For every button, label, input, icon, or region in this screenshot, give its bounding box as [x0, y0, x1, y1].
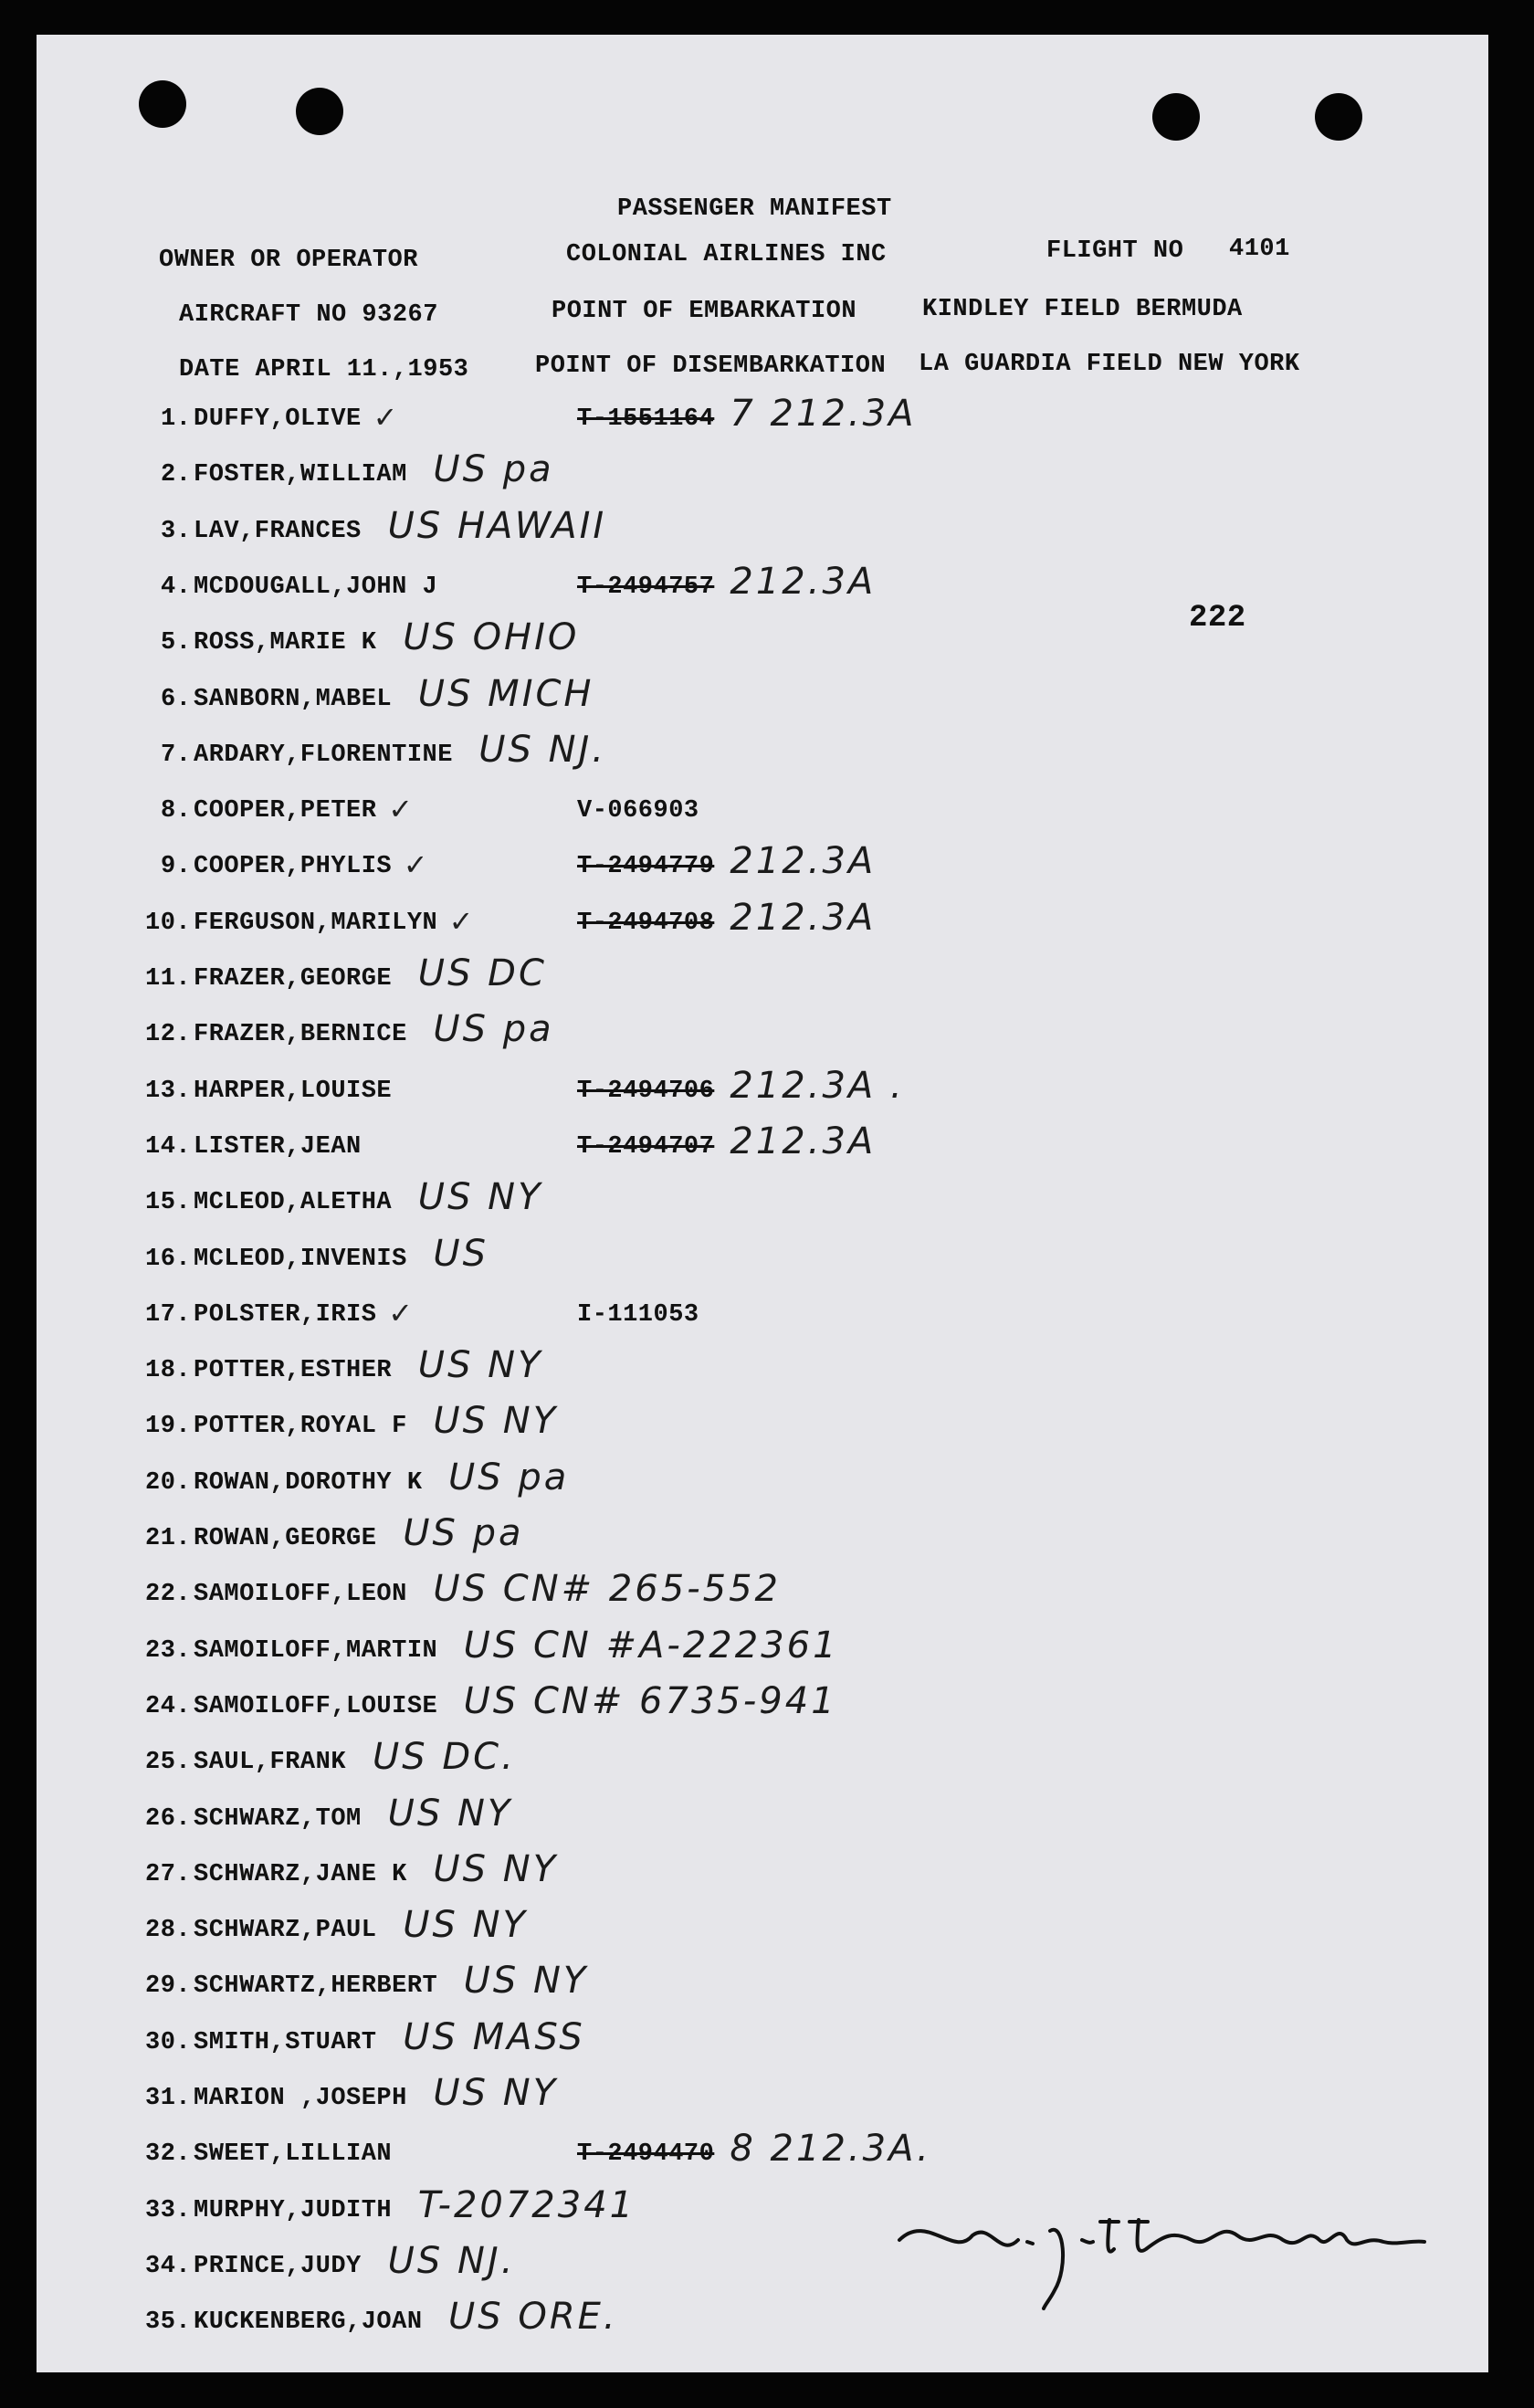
passenger-number: 26.: [145, 1804, 192, 1833]
passenger-name: COOPER,PHYLIS: [194, 853, 393, 881]
passenger-name: SMITH,STUART: [194, 2028, 377, 2056]
passenger-number: 35.: [145, 2308, 192, 2337]
check-mark-icon: ✓: [373, 400, 398, 435]
passenger-number: 13.: [145, 1077, 192, 1105]
owner-label: OWNER OR OPERATOR: [159, 247, 418, 274]
handwritten-note: US MASS: [403, 2015, 585, 2058]
passenger-number: 31.: [145, 2085, 192, 2112]
passenger-number: 24.: [145, 1692, 192, 1720]
embarkation-value: KINDLEY FIELD BERMUDA: [922, 296, 1243, 323]
passenger-number: 2.: [161, 461, 192, 489]
passenger-number: 25.: [145, 1749, 192, 1777]
handwritten-note: US pa: [433, 448, 554, 491]
passenger-name: SAMOILOFF,MARTIN: [194, 1636, 438, 1665]
manifest-date: DATE APRIL 11.,1953: [179, 356, 469, 384]
passenger-number: 18.: [145, 1357, 192, 1385]
passenger-number: 33.: [145, 2196, 192, 2224]
passenger-number: 22.: [145, 1581, 192, 1609]
passenger-number: 9.: [161, 853, 192, 881]
passenger-number: 7.: [161, 741, 192, 769]
ticket-number: T-2494757: [577, 573, 715, 601]
passenger-number: 1.: [161, 405, 192, 433]
passenger-name: SAUL,FRANK: [194, 1749, 347, 1777]
handwritten-note: US CN# 6735-941: [463, 1679, 837, 1722]
passenger-name: DUFFY,OLIVE: [194, 405, 362, 433]
passenger-name: LAV,FRANCES: [194, 517, 362, 545]
passenger-name: POTTER,ROYAL F: [194, 1413, 407, 1441]
ticket-number: T-2494470: [577, 2140, 715, 2169]
handwritten-note: US NY: [417, 1176, 543, 1219]
passenger-name: ROSS,MARIE K: [194, 629, 377, 657]
signature: [890, 2185, 1429, 2313]
ticket-number: V-066903: [577, 797, 699, 825]
passenger-number: 4.: [161, 573, 192, 601]
passenger-number: 17.: [145, 1300, 192, 1329]
handwritten-note: US NY: [433, 1400, 559, 1443]
passenger-name: KUCKENBERG,JOAN: [194, 2308, 423, 2337]
punch-hole: [139, 80, 186, 128]
punch-hole: [1315, 93, 1362, 141]
page-number: 222: [1189, 601, 1246, 636]
passenger-number: 16.: [145, 1245, 192, 1273]
handwritten-note: 212.3A: [730, 560, 877, 603]
passenger-number: 14.: [145, 1132, 192, 1161]
manifest-title: PASSENGER MANIFEST: [617, 195, 892, 223]
passenger-number: 15.: [145, 1189, 192, 1217]
passenger-name: FRAZER,GEORGE: [194, 965, 393, 993]
handwritten-note: US NY: [417, 1344, 543, 1387]
passenger-name: SANBORN,MABEL: [194, 685, 393, 713]
passenger-name: MCDOUGALL,JOHN J: [194, 573, 438, 601]
passenger-name: COOPER,PETER: [194, 797, 377, 825]
owner-value: COLONIAL AIRLINES INC: [566, 241, 887, 268]
handwritten-note: US OHIO: [403, 616, 580, 659]
disembarkation-value: LA GUARDIA FIELD NEW YORK: [919, 351, 1300, 378]
passenger-number: 21.: [145, 1525, 192, 1552]
passenger-number: 30.: [145, 2028, 192, 2056]
handwritten-note: 212.3A: [730, 1120, 877, 1162]
handwritten-note: US NY: [433, 2072, 559, 2114]
passenger-name: SAMOILOFF,LOUISE: [194, 1692, 438, 1720]
handwritten-note: US pa: [448, 1456, 570, 1498]
passenger-name: PRINCE,JUDY: [194, 2252, 362, 2280]
passenger-name: SWEET,LILLIAN: [194, 2140, 393, 2169]
handwritten-note: US NY: [463, 1960, 589, 2003]
punch-hole: [296, 88, 343, 135]
handwritten-note: US NY: [433, 1847, 559, 1890]
embarkation-label: POINT OF EMBARKATION: [552, 298, 857, 325]
punch-hole: [1152, 93, 1200, 141]
passenger-number: 20.: [145, 1468, 192, 1497]
handwritten-note: US: [433, 1232, 489, 1275]
handwritten-note: US DC.: [373, 1736, 516, 1779]
passenger-number: 19.: [145, 1413, 192, 1441]
passenger-name: LISTER,JEAN: [194, 1132, 362, 1161]
passenger-number: 12.: [145, 1021, 192, 1049]
passenger-name: HARPER,LOUISE: [194, 1077, 393, 1105]
handwritten-note: 212.3A: [730, 896, 877, 939]
handwritten-note: 7 212.3A: [730, 393, 917, 435]
handwritten-note: US NY: [387, 1792, 513, 1835]
handwritten-note: 212.3A: [730, 840, 877, 883]
check-mark-icon: ✓: [388, 1295, 413, 1330]
handwritten-note: US CN #A-222361: [463, 1624, 839, 1667]
passenger-name: SCHWARTZ,HERBERT: [194, 1972, 438, 2001]
check-mark-icon: ✓: [403, 847, 428, 883]
handwritten-note: T-2072341: [417, 2183, 636, 2226]
passenger-name: MCLEOD,INVENIS: [194, 1245, 407, 1273]
handwritten-note: US NJ.: [387, 2239, 516, 2282]
passenger-name: ROWAN,GEORGE: [194, 1525, 377, 1552]
passenger-name: MURPHY,JUDITH: [194, 2196, 393, 2224]
passenger-name: SCHWARZ,TOM: [194, 1804, 362, 1833]
handwritten-note: US HAWAII: [387, 504, 607, 547]
passenger-number: 10.: [145, 909, 192, 937]
passenger-name: POTTER,ESTHER: [194, 1357, 393, 1385]
passenger-number: 23.: [145, 1636, 192, 1665]
passenger-number: 6.: [161, 685, 192, 713]
handwritten-note: US NY: [403, 1904, 528, 1947]
passenger-name: FOSTER,WILLIAM: [194, 461, 407, 489]
passenger-name: SAMOILOFF,LEON: [194, 1581, 407, 1609]
disembarkation-label: POINT OF DISEMBARKATION: [535, 352, 887, 380]
flight-label: FLIGHT NO: [1046, 237, 1184, 265]
passenger-name: MARION ,JOSEPH: [194, 2085, 407, 2112]
passenger-number: 29.: [145, 1972, 192, 2001]
ticket-number: T-2494707: [577, 1132, 715, 1161]
passenger-name: POLSTER,IRIS: [194, 1300, 377, 1329]
ticket-number: T-1551164: [577, 405, 715, 433]
handwritten-note: 212.3A .: [730, 1064, 905, 1107]
passenger-number: 8.: [161, 797, 192, 825]
check-mark-icon: ✓: [388, 792, 413, 827]
passenger-name: ARDARY,FLORENTINE: [194, 741, 453, 769]
manifest-page: [37, 35, 1488, 2372]
ticket-number: I-111053: [577, 1300, 699, 1329]
passenger-number: 5.: [161, 629, 192, 657]
handwritten-note: US MICH: [417, 672, 594, 715]
handwritten-note: US ORE.: [448, 2296, 618, 2339]
passenger-number: 27.: [145, 1860, 192, 1888]
passenger-name: SCHWARZ,PAUL: [194, 1917, 377, 1945]
passenger-number: 28.: [145, 1917, 192, 1945]
handwritten-note: US pa: [433, 1008, 554, 1051]
passenger-name: ROWAN,DOROTHY K: [194, 1468, 423, 1497]
passenger-number: 11.: [145, 965, 192, 993]
passenger-number: 32.: [145, 2140, 192, 2169]
ticket-number: T-2494706: [577, 1077, 715, 1105]
ticket-number: T-2494779: [577, 853, 715, 881]
passenger-name: FRAZER,BERNICE: [194, 1021, 407, 1049]
passenger-name: FERGUSON,MARILYN: [194, 909, 438, 937]
aircraft-number: AIRCRAFT NO 93267: [179, 301, 438, 329]
passenger-name: MCLEOD,ALETHA: [194, 1189, 393, 1217]
handwritten-note: US NJ.: [478, 728, 607, 771]
passenger-number: 34.: [145, 2252, 192, 2280]
check-mark-icon: ✓: [448, 903, 474, 939]
ticket-number: T-2494708: [577, 909, 715, 937]
handwritten-note: US DC: [417, 952, 547, 994]
passenger-number: 3.: [161, 517, 192, 545]
flight-value: 4101: [1229, 236, 1290, 263]
handwritten-note: US CN# 265-552: [433, 1568, 781, 1611]
passenger-name: SCHWARZ,JANE K: [194, 1860, 407, 1888]
handwritten-note: US pa: [403, 1512, 524, 1554]
handwritten-note: 8 212.3A.: [730, 2128, 931, 2171]
